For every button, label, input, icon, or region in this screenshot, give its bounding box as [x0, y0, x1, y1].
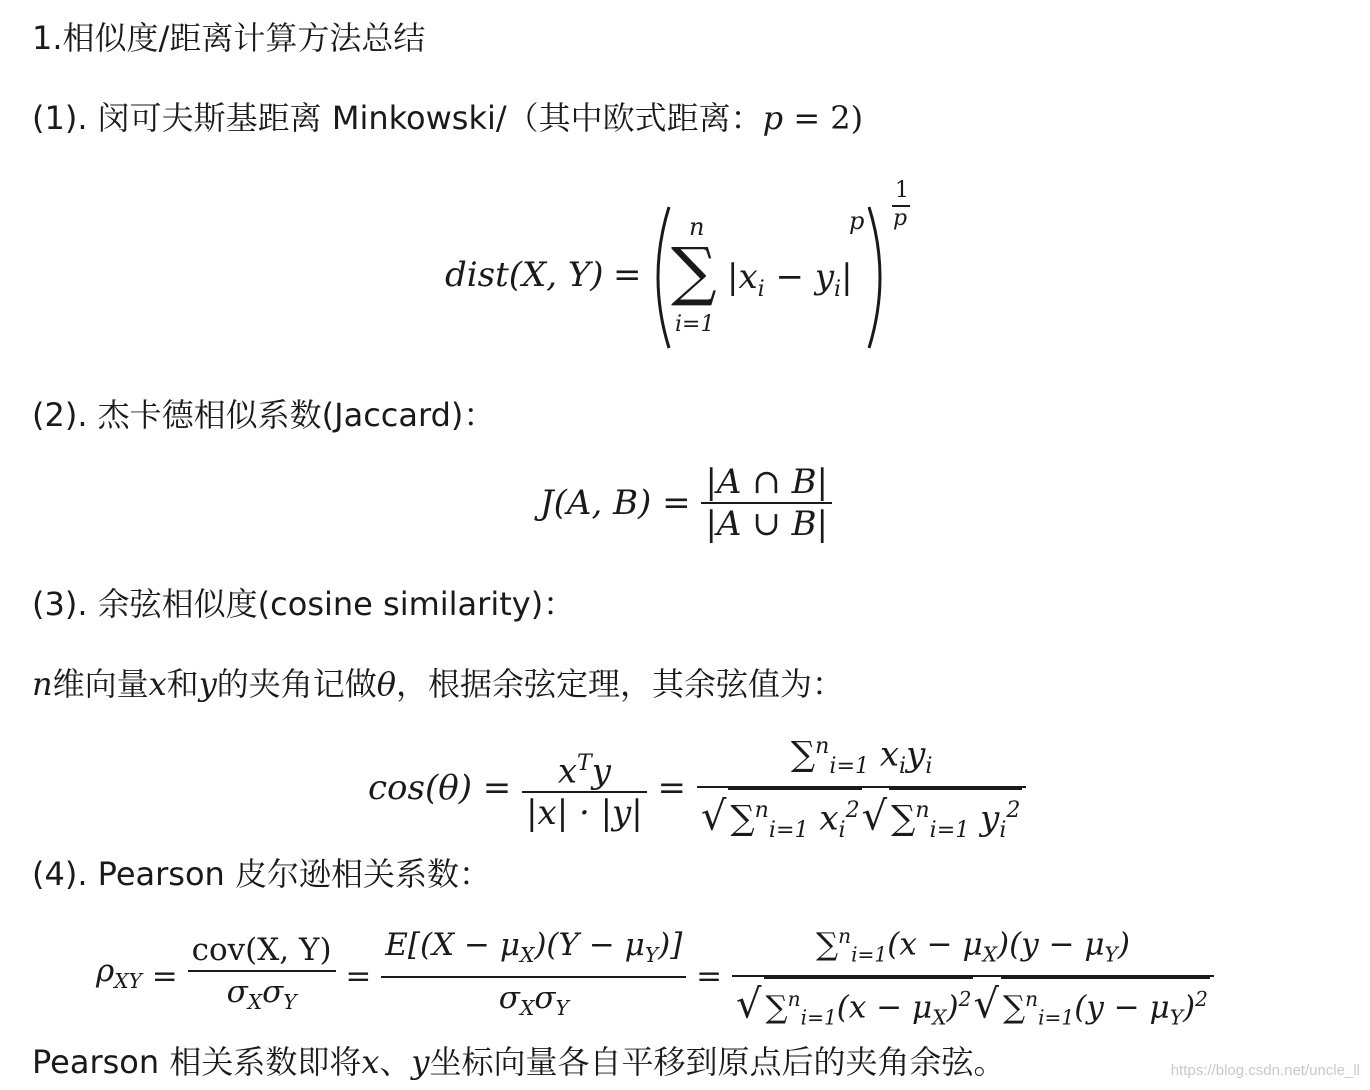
fraction-denominator: |x| · |y|: [526, 793, 643, 834]
fraction-denominator: √ ∑$^n_{i=1}$ $x_i^2√$ ∑$^n_{i=1}$ $y_i^2$: [697, 788, 1027, 850]
right-paren-icon: [865, 205, 893, 350]
fraction-denominator: $\sigma_X\sigma_Y$: [226, 974, 297, 1015]
fraction-numerator: cov(X, Y): [188, 930, 336, 972]
jaccard-fraction: [701, 462, 832, 544]
section-title-text: 杰卡德相似系数(Jaccard)：: [97, 396, 496, 434]
formula-equals: =: [657, 768, 687, 809]
minkowski-formula: [445, 175, 945, 360]
fraction-numerator: $\sum^n_{i=1}(x - \mu_X)(y - \mu_Y)$: [732, 916, 1214, 977]
watermark: https://blog.csdn.net/uncle_ll: [1170, 1062, 1360, 1079]
section-number: (2).: [32, 396, 88, 434]
pearson-formula: [96, 916, 1214, 1037]
section-title-text: 余弦相似度(cosine similarity)：: [97, 585, 576, 623]
fraction-numerator: ∑$^n_{i=1}$ $x_iy_i$: [697, 726, 1027, 788]
section-title-text: 闵可夫斯基距离 Minkowski/（其中欧式距离：: [97, 99, 763, 137]
fraction-numerator: |A ∩ B|: [701, 462, 832, 504]
formula-equals: =: [662, 483, 691, 523]
formula-lhs: dist(X, Y): [445, 255, 604, 295]
formula-equals: =: [151, 958, 178, 995]
page-title: 1.相似度/距离计算方法总结: [32, 19, 426, 57]
fraction-denominator: |A ∪ B|: [705, 504, 829, 544]
sum-term: $|x_i - y_i|$: [727, 257, 853, 302]
cosine-fraction-2: [697, 726, 1027, 850]
sigma-icon: ∑: [671, 235, 717, 309]
sum-upper: n: [689, 213, 705, 241]
formula-lhs: cos(θ): [368, 768, 472, 809]
section-number: (4).: [32, 855, 88, 893]
section-pearson-title: [32, 854, 491, 894]
p-symbol: p: [762, 99, 784, 137]
section-cosine-title: [32, 584, 575, 624]
formula-lhs: J(A, B): [540, 483, 652, 523]
section-number: (3).: [32, 585, 88, 623]
outer-exp-num: 1: [895, 178, 909, 203]
left-paren-icon: [645, 205, 673, 350]
section-number: (1).: [32, 99, 88, 137]
fraction-numerator: $E[(X - \mu_X)(Y - \mu_Y)]$: [381, 925, 686, 977]
fraction-denominator: √ $\sum^n_{i=1}(x - \mu_X)^2√$ $\sum^n_{i=1}(y - \mu_Y)^2$: [732, 977, 1214, 1038]
sum-lower: i=1: [675, 312, 715, 337]
pearson-fraction-3: [732, 916, 1214, 1037]
pearson-note: Pearson 相关系数即将x、y坐标向量各自平移到原点后的夹角余弦。: [32, 1043, 1006, 1081]
pearson-fraction-2: [381, 925, 686, 1027]
section-jaccard-title: [32, 395, 495, 435]
cosine-fraction-1: [522, 743, 647, 833]
inner-exponent: p: [849, 207, 865, 235]
outer-exp-den: p: [893, 206, 908, 231]
section-minkowski-title: [32, 98, 863, 138]
formula-equals: =: [345, 958, 372, 995]
formula-equals: =: [696, 958, 723, 995]
fraction-denominator: $\sigma_X\sigma_Y$: [498, 979, 569, 1020]
formula-equals: =: [482, 768, 512, 809]
formula-lhs: $\rho_{XY}$: [96, 953, 142, 994]
section-title-text: Pearson 皮尔逊相关系数：: [97, 855, 491, 893]
p-value: = 2): [783, 99, 864, 137]
cosine-formula: [368, 726, 1026, 850]
formula-equals: =: [613, 255, 642, 295]
pearson-fraction-1: [188, 930, 336, 1022]
jaccard-formula: [540, 462, 832, 544]
fraction-numerator: $x^Ty$: [522, 743, 647, 793]
cosine-description: n维向量x和y的夹角记做θ，根据余弦定理，其余弦值为：: [32, 665, 845, 703]
